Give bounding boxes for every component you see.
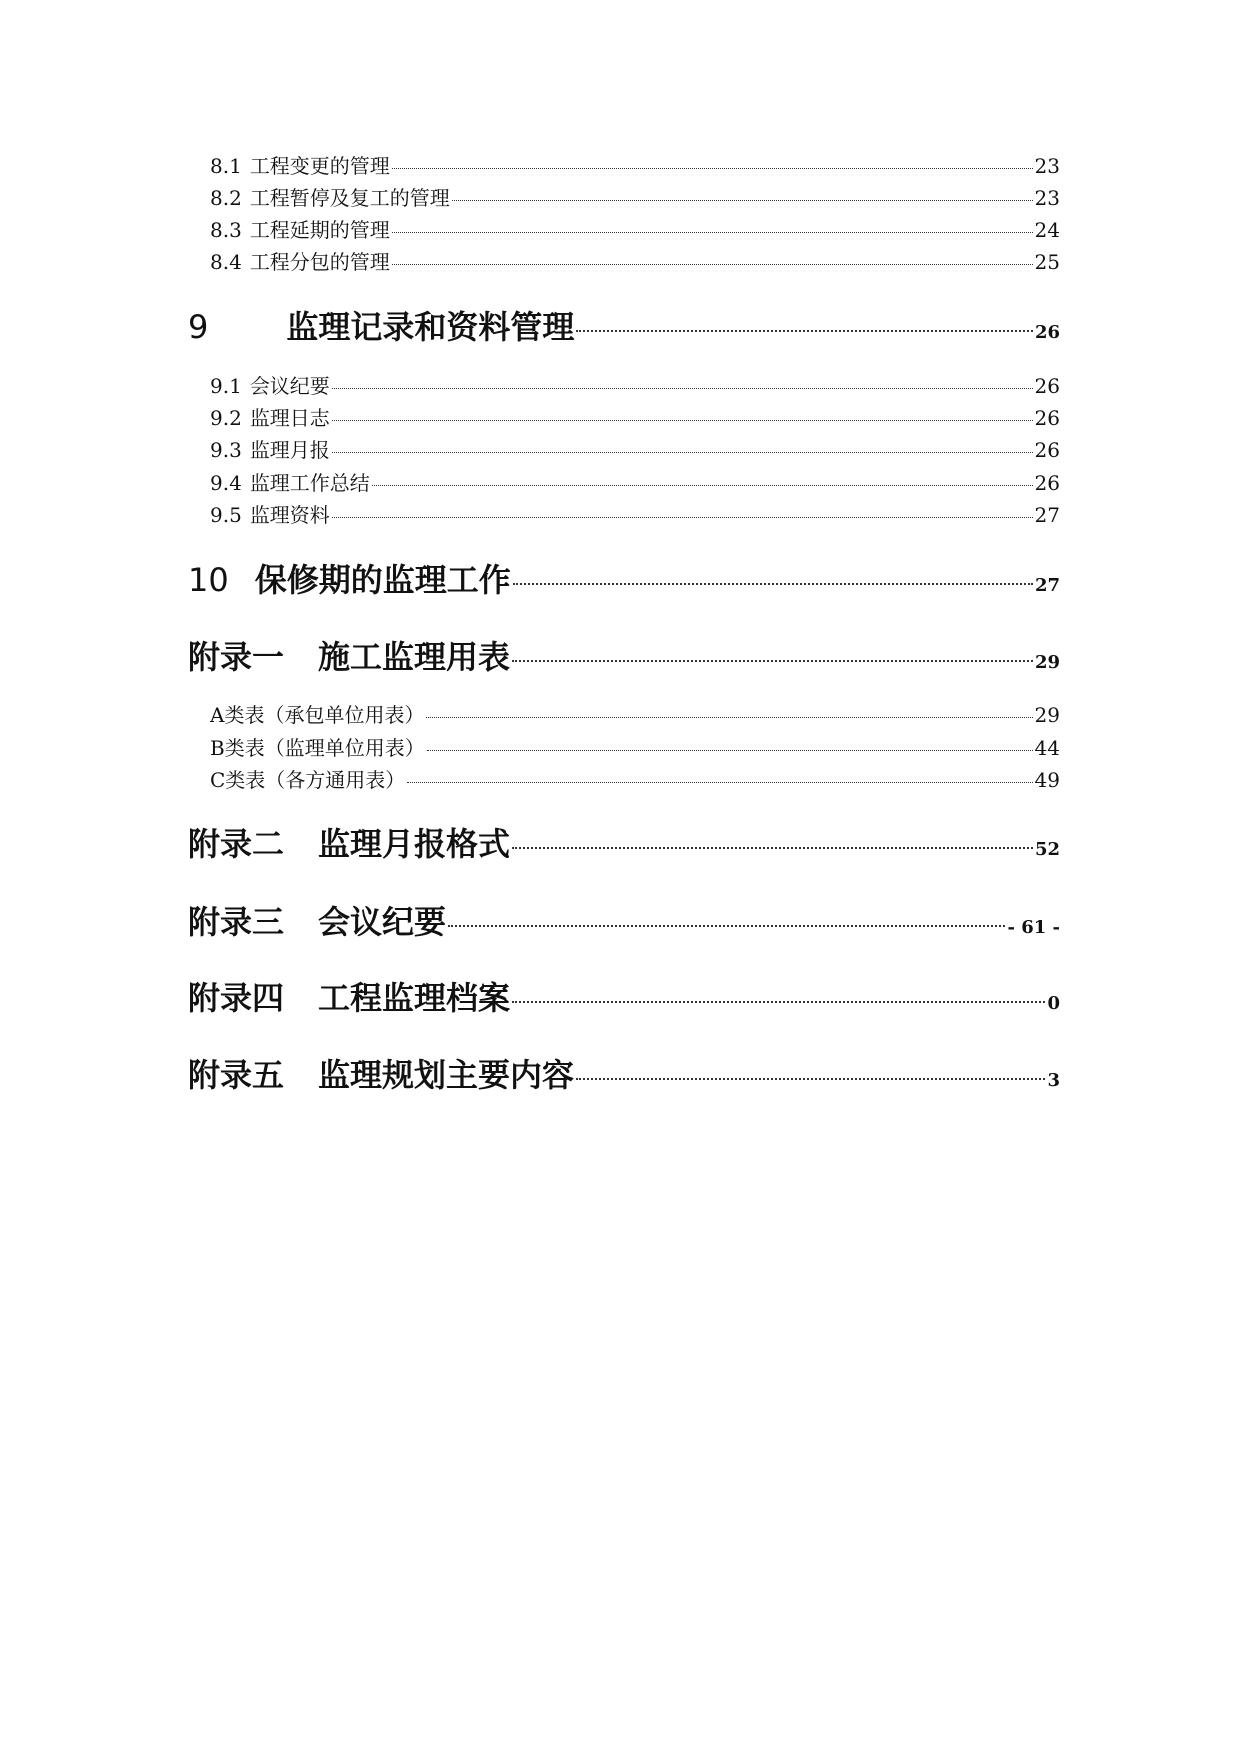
toc-appendix-2[interactable] [188,819,1060,863]
toc-entry-9-5[interactable] [210,499,1060,529]
toc-appendix-number: 附录五 [188,1056,285,1094]
dot-leader [513,583,1033,585]
toc-entry-8-3[interactable] [210,214,1060,244]
dot-leader [512,1001,1045,1003]
toc-entry-page: 26 [1034,374,1060,398]
toc-entry-title: 工程分包的管理 [249,250,390,274]
toc-entry-page: 49 [1034,768,1060,792]
toc-appendix-title: 施工监理用表 [318,638,511,676]
toc-chapter-page: 27 [1034,575,1060,596]
toc-entry-number: 9.5 [210,503,242,527]
toc-entry-8-2[interactable] [210,182,1060,212]
toc-appendix-page: 52 [1034,839,1060,860]
toc-entry-number: 9.1 [210,374,242,398]
dot-leader [407,782,1032,783]
toc-entry-page: 29 [1034,703,1060,727]
toc-appendix-4[interactable] [188,973,1060,1017]
dot-leader [392,232,1033,233]
toc-entry-page: 23 [1034,186,1060,210]
dot-leader [332,517,1033,518]
toc-entry-page: 26 [1034,406,1060,430]
dot-leader [512,660,1033,662]
toc-appendix-title: 会议纪要 [318,903,447,941]
toc-entry-title: A类表（承包单位用表） [210,703,425,727]
toc-entry-page: 23 [1034,154,1060,178]
toc-appendix-page: 0 [1047,993,1060,1014]
toc-chapter-9[interactable] [188,302,1060,346]
toc-appendix-title: 监理规划主要内容 [318,1056,575,1094]
dot-leader [332,420,1033,421]
toc-entry-number: 8.3 [210,218,242,242]
dot-leader [332,452,1033,453]
toc-entry-form-c[interactable] [210,764,1060,794]
toc-entry-page: 25 [1034,250,1060,274]
toc-entry-8-4[interactable] [210,246,1060,276]
toc-appendix-number: 附录四 [188,979,285,1017]
toc-chapter-number: 10 [188,561,229,599]
dot-leader [452,200,1033,201]
toc-entry-number: 9.4 [210,471,242,495]
toc-appendix-page: - 61 - [1007,917,1060,938]
dot-leader [392,168,1033,169]
toc-entry-form-b[interactable] [210,732,1060,762]
toc-entry-title: 工程变更的管理 [249,154,390,178]
toc-entry-title: C类表（各方通用表） [210,768,406,792]
toc-entry-page: 26 [1034,438,1060,462]
toc-entry-title: 会议纪要 [249,374,330,398]
toc-appendix-title: 工程监理档案 [318,979,511,1017]
dot-leader [332,388,1033,389]
toc-entry-title: B类表（监理单位用表） [210,736,425,760]
dot-leader [427,750,1033,751]
toc-appendix-1[interactable] [188,632,1060,676]
toc-entry-title: 监理月报 [249,438,330,462]
toc-entry-form-a[interactable] [210,699,1060,729]
toc-entry-9-4[interactable] [210,467,1060,497]
toc-appendix-number: 附录二 [188,825,285,863]
toc-entry-9-1[interactable] [210,370,1060,400]
toc-appendix-3[interactable] [188,897,1060,941]
toc-entry-number: 8.1 [210,154,242,178]
toc-entry-8-1[interactable] [210,150,1060,180]
toc-entry-title: 工程延期的管理 [249,218,390,242]
toc-entry-number: 9.2 [210,406,242,430]
toc-entry-9-2[interactable] [210,402,1060,432]
dot-leader [512,847,1033,849]
toc-appendix-number: 附录一 [188,638,285,676]
toc-chapter-title: 保修期的监理工作 [254,561,511,599]
toc-chapter-page: 26 [1034,322,1060,343]
toc-appendix-number: 附录三 [188,903,285,941]
toc-entry-title: 监理资料 [249,503,330,527]
toc-entry-title: 监理日志 [249,406,330,430]
toc-entry-page: 26 [1034,471,1060,495]
toc-appendix-page: 3 [1047,1070,1060,1091]
dot-leader [372,485,1033,486]
toc-entry-page: 24 [1034,218,1060,242]
toc-appendix-title: 监理月报格式 [318,825,511,863]
toc-entry-number: 9.3 [210,438,242,462]
toc-chapter-10[interactable] [188,555,1060,599]
toc-appendix-5[interactable] [188,1050,1060,1094]
toc-chapter-title: 监理记录和资料管理 [286,308,575,346]
dot-leader [576,330,1033,332]
toc-entry-title: 工程暂停及复工的管理 [249,186,450,210]
toc-appendix-page: 29 [1034,652,1060,673]
toc-chapter-number: 9 [188,308,209,346]
toc-entry-9-3[interactable] [210,434,1060,464]
toc-entry-page: 44 [1034,736,1060,760]
dot-leader [392,264,1033,265]
toc-entry-title: 监理工作总结 [249,471,370,495]
dot-leader [576,1078,1045,1080]
dot-leader [426,717,1032,718]
toc-entry-page: 27 [1034,503,1060,527]
dot-leader [448,925,1005,927]
toc-entry-number: 8.4 [210,250,242,274]
toc-entry-number: 8.2 [210,186,242,210]
